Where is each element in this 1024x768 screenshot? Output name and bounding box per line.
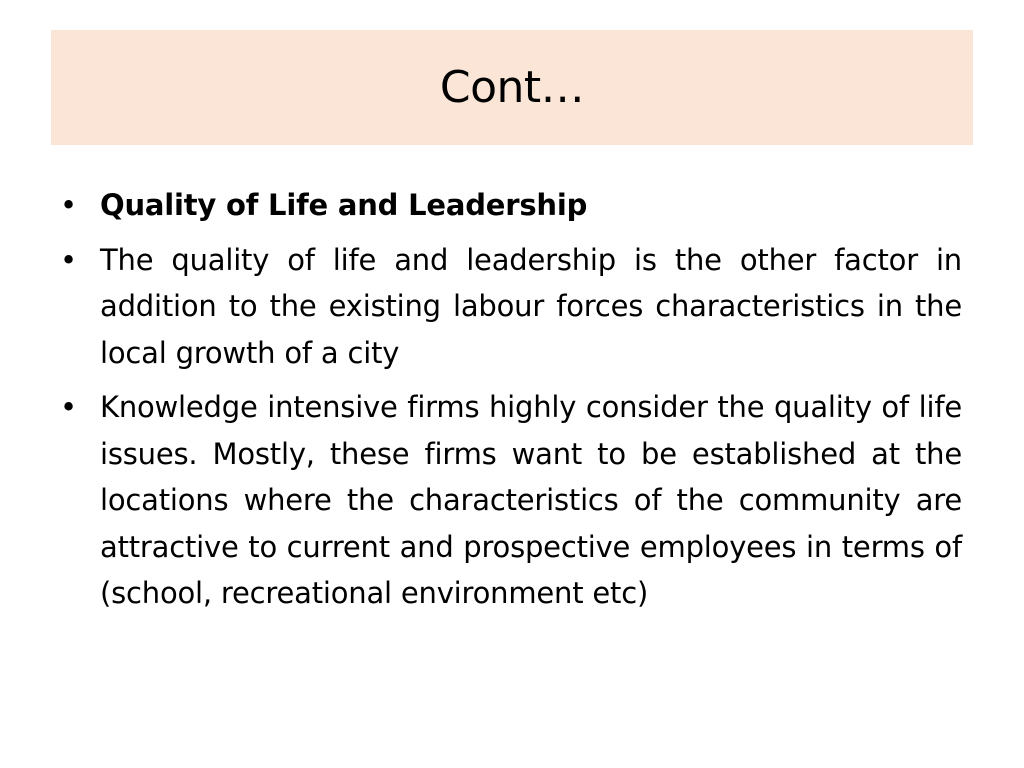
bullet-item-quality-of-life-definition <box>60 237 962 377</box>
slide-content <box>60 182 962 625</box>
bullet-icon: • <box>60 188 77 222</box>
bullet-list <box>60 182 962 617</box>
title-bar <box>51 30 973 145</box>
slide-title: Cont… <box>439 62 585 113</box>
bullet-text: The quality of life and leadership is the other factor in addition to the existing labour forces characteristics in the local growth of a city <box>100 242 962 370</box>
bullet-icon: • <box>60 242 77 277</box>
bullet-item-quality-of-life-heading <box>60 182 962 229</box>
bullet-icon: • <box>60 390 77 424</box>
bullet-text: Quality of Life and Leadership <box>100 188 588 222</box>
bullet-item-knowledge-intensive-firms <box>60 384 962 617</box>
bullet-text: Knowledge intensive firms highly consider the quality of life issues. Mostly, these firms want to be established at the locations where the characteristics of the community are attractive to current and prospective employees in terms of (school, recreational environment etc) <box>100 390 962 610</box>
